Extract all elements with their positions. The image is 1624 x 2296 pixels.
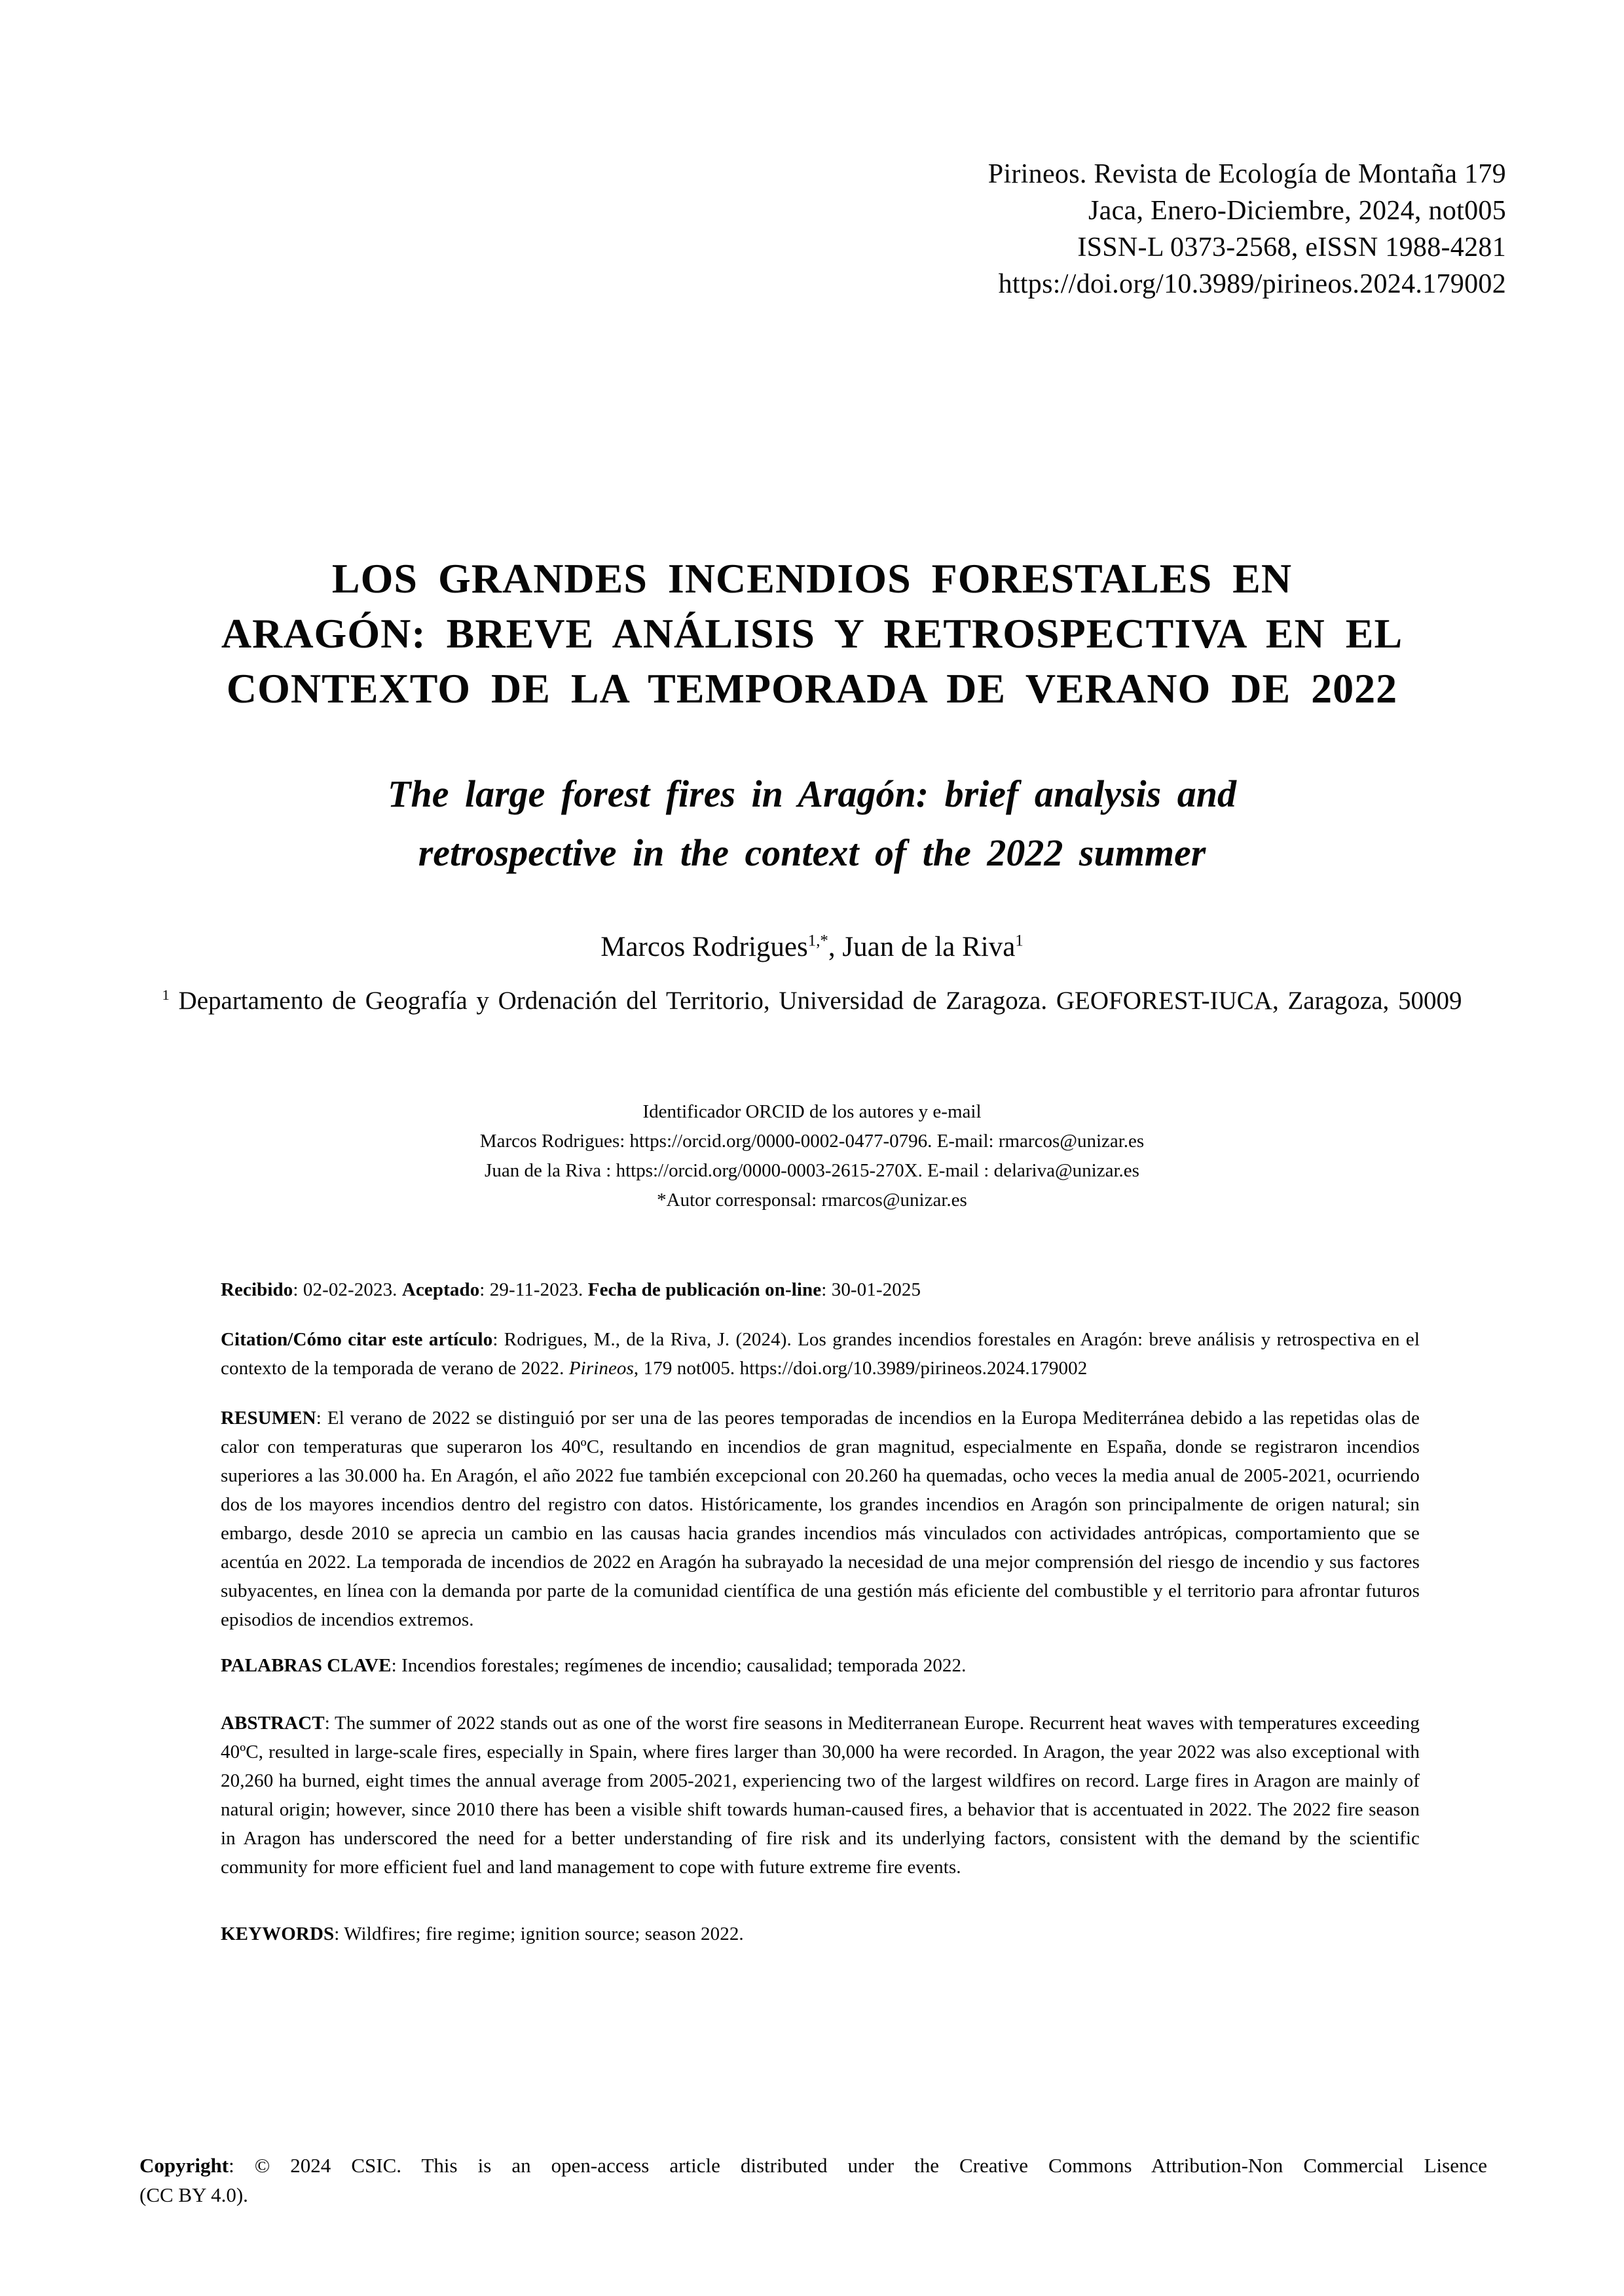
article-title-es-line: ARAGÓN: BREVE ANÁLISIS Y RETROSPECTIVA EN EL bbox=[221, 610, 1403, 657]
article-title-es-line: CONTEXTO DE LA TEMPORADA DE VERANO DE 2022 bbox=[226, 665, 1398, 712]
author-affiliation-marker: 1,* bbox=[807, 932, 828, 950]
front-matter bbox=[221, 1275, 1420, 1948]
copyright-line-1 bbox=[139, 2151, 1487, 2180]
resumen-paragraph bbox=[221, 1404, 1420, 1634]
received-label: Recibido bbox=[221, 1279, 293, 1300]
article-title-es bbox=[111, 551, 1513, 716]
abstract-text: : The summer of 2022 stands out as one of the worst fire seasons in Mediterranean Europe. Recurrent heat waves with temperatures exceeding 40ºC, resulted in large-scale fires, especially in Spain, where fires larger than 30,000 ha were recorded. In Aragon, the year 2022 was also exceptional with 20,260 ha burned, eight times the annual average from 2005-2021, experiencing two of the largest wildfires on record. Large fires in Aragon are mainly of natural origin; however, since 2010 there has been a visible shift towards human-caused fires, a behavior that is accentuated in 2022. The 2022 fire season in Aragon has underscored the need for a better understanding of fire risk and its underlying factors, consistent with the demand by the scientific community for more efficient fuel and land management to cope with future extreme fire events. bbox=[221, 1713, 1420, 1878]
citation-text: : Rodrigues, M., de la Riva, J. (2024). Los grandes incendios forestales en Aragón: breve análisis y retrospectiva en el contexto de la temporada de verano de 2022. bbox=[221, 1329, 1420, 1379]
journal-issn: ISSN-L 0373-2568, eISSN 1988-4281 bbox=[1077, 232, 1506, 263]
journal-name-issue: Pirineos. Revista de Ecología de Montaña 179 bbox=[987, 159, 1506, 189]
palabras-clave-text: : Incendios forestales; regímenes de incendio; causalidad; temporada 2022. bbox=[391, 1655, 967, 1676]
accepted-date: : 29-11-2023. bbox=[479, 1279, 588, 1300]
orcid-author-2: Juan de la Riva : https://orcid.org/0000-0003-2615-270X. E-mail : delariva@unizar.es bbox=[485, 1160, 1139, 1181]
authors-separator: , bbox=[828, 932, 843, 962]
dates-line bbox=[221, 1275, 1420, 1304]
citation-paragraph bbox=[221, 1325, 1420, 1383]
resumen-label: RESUMEN bbox=[221, 1408, 316, 1429]
article-title-en bbox=[111, 765, 1513, 883]
citation-journal-name: Pirineos bbox=[568, 1358, 634, 1379]
keywords-text: : Wildfires; fire regime; ignition source; season 2022. bbox=[334, 1923, 744, 1944]
resumen-text: : El verano de 2022 se distinguió por ser una de las peores temporadas de incendios en la Europa Mediterránea debido a las repetidas olas de calor con temperaturas que superaron los 40ºC, resultando en incendios de gran magnitud, especialmente en España, donde se registraron incendios superiores a las 30.000 ha. En Aragón, el año 2022 fue también excepcional con 20.260 ha quemadas, ocho veces la media anual de 2005-2021, ocurriendo dos de los mayores incendios dentro del registro con datos. Históricamente, los grandes incendios en Aragón son principalmente de origen natural; sin embargo, desde 2010 se aprecia un cambio en las causas hacia grandes incendios más vinculados con actividades antrópicas, comportamiento que se acentúa en 2022. La temporada de incendios de 2022 en Aragón ha subrayado la necesidad de una mejor comprensión del riesgo de incendio y sus factores subyacentes, en línea con la demanda por parte de la comunidad científica de una gestión más eficiente del combustible y el territorio para afrontar futuros episodios de incendios extremos. bbox=[221, 1408, 1420, 1630]
orcid-heading: Identificador ORCID de los autores y e-mail bbox=[642, 1101, 982, 1122]
copyright-text: : © 2024 CSIC. This is an open-access article distributed under the Creative Commons Attribution-Non Commercial Lisence bbox=[229, 2154, 1487, 2177]
abstract-label: ABSTRACT bbox=[221, 1713, 325, 1734]
affiliation-line bbox=[85, 986, 1539, 1015]
author-affiliation-marker: 1 bbox=[1015, 932, 1024, 950]
online-publication-label: Fecha de publicación on-line bbox=[587, 1279, 822, 1300]
affiliation-text: Departamento de Geografía y Ordenación del Territorio, Universidad de Zaragoza. GEOFOREST-IUCA, Zaragoza, 50009 bbox=[169, 987, 1462, 1015]
keywords-line bbox=[221, 1920, 1420, 1948]
article-title-es-line: LOS GRANDES INCENDIOS FORESTALES EN bbox=[331, 555, 1293, 602]
citation-label: Citation/Cómo citar este artículo bbox=[221, 1329, 493, 1350]
journal-doi: https://doi.org/10.3989/pirineos.2024.179002 bbox=[998, 269, 1506, 299]
keywords-label: KEYWORDS bbox=[221, 1923, 335, 1944]
journal-place-date: Jaca, Enero-Diciembre, 2024, not005 bbox=[1088, 196, 1506, 226]
palabras-clave-label: PALABRAS CLAVE bbox=[221, 1655, 392, 1676]
abstract-paragraph bbox=[221, 1709, 1420, 1882]
palabras-clave-line bbox=[221, 1651, 1420, 1680]
orcid-block bbox=[111, 1097, 1513, 1215]
copyright-label: Copyright bbox=[139, 2154, 229, 2177]
online-publication-date: : 30-01-2025 bbox=[821, 1279, 921, 1300]
affiliation-marker: 1 bbox=[162, 987, 170, 1003]
article-title-en-line: retrospective in the context of the 2022 summer bbox=[418, 831, 1206, 874]
journal-info-block bbox=[988, 156, 1506, 302]
author-name: Juan de la Riva bbox=[842, 932, 1016, 962]
article-title-en-line: The large forest fires in Aragón: brief analysis and bbox=[388, 773, 1236, 815]
authors-line bbox=[111, 931, 1513, 963]
author-name: Marcos Rodrigues bbox=[600, 932, 808, 962]
accepted-label: Aceptado bbox=[401, 1279, 480, 1300]
received-date: : 02-02-2023. bbox=[293, 1279, 402, 1300]
corresponding-author: *Autor corresponsal: rmarcos@unizar.es bbox=[657, 1190, 967, 1211]
orcid-author-1: Marcos Rodrigues: https://orcid.org/0000-0002-0477-0796. E-mail: rmarcos@unizar.es bbox=[479, 1131, 1145, 1152]
citation-text: , 179 not005. https://doi.org/10.3989/pirineos.2024.179002 bbox=[633, 1358, 1088, 1379]
copyright-notice bbox=[139, 2151, 1487, 2210]
copyright-line-2: (CC BY 4.0). bbox=[139, 2183, 248, 2206]
